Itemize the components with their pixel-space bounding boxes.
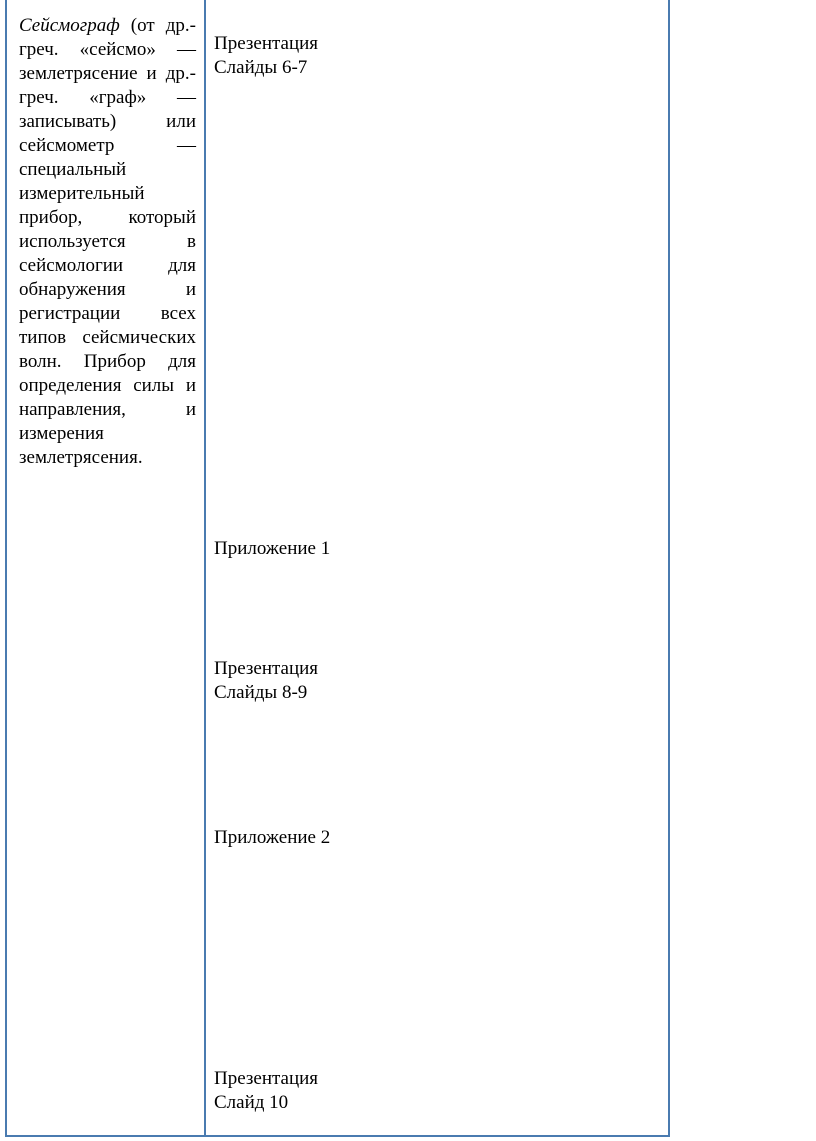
reference-label: Презентация bbox=[214, 1068, 319, 1089]
reference-presentation-slides-8-9 bbox=[214, 657, 318, 705]
reference-presentation-slides-6-7 bbox=[214, 32, 318, 80]
definition-cell bbox=[19, 14, 196, 470]
reference-presentation-slide-10 bbox=[214, 1067, 318, 1115]
reference-detail: Слайды 6-7 bbox=[214, 57, 308, 78]
definition-term: Сейсмограф bbox=[19, 15, 120, 36]
lesson-table bbox=[5, 0, 670, 1137]
reference-label: Презентация bbox=[214, 33, 319, 54]
column-divider bbox=[204, 0, 206, 1135]
reference-label: Презентация bbox=[214, 658, 319, 679]
definition-text: (от др.-греч. «сейсмо» —землетрясение и др.-греч. «граф» — записывать) или сейсмометр — специальный измерительный прибор, который используется в сейсмологии для обнаружения и регистрации всех типов сейсмических волн. Прибор для определения силы и направления, и измерения землетрясения. bbox=[19, 15, 196, 468]
reference-detail: Слайд 10 bbox=[214, 1092, 289, 1113]
reference-appendix-2 bbox=[214, 826, 330, 850]
reference-detail: Слайды 8-9 bbox=[214, 682, 308, 703]
reference-appendix-1 bbox=[214, 537, 330, 561]
reference-label: Приложение 1 bbox=[214, 538, 331, 559]
reference-label: Приложение 2 bbox=[214, 827, 331, 848]
